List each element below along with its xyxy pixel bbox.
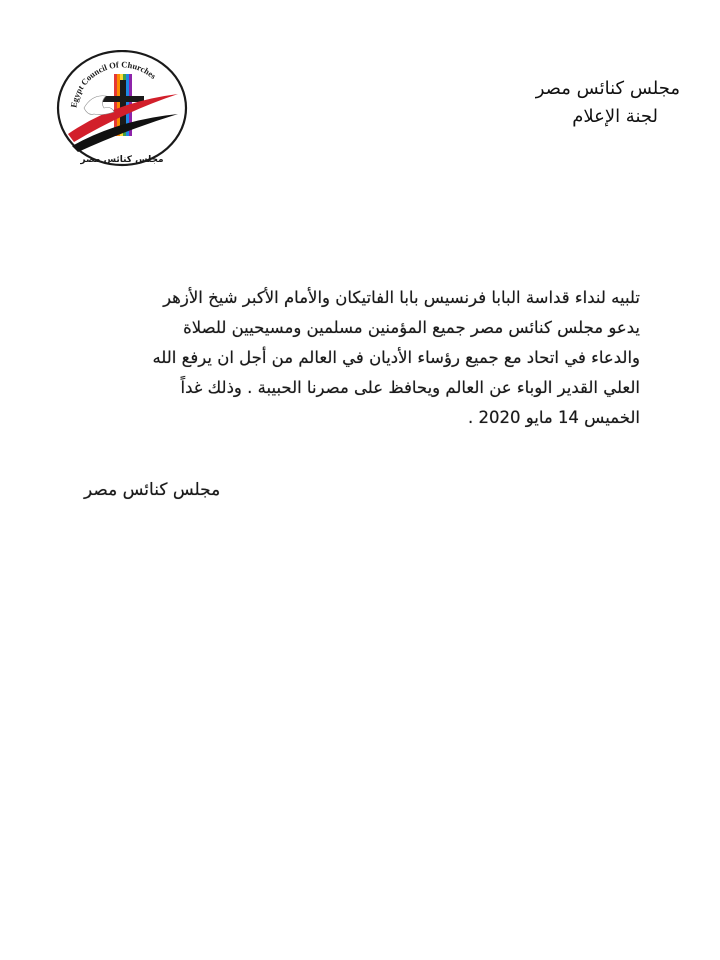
statement-line: تلبيه لنداء قداسة البابا فرنسيس بابا الفاتيكان والأمام الأكبر شيخ الأزهر [163,288,640,307]
statement-line: الخميس 14 مايو 2020 . [467,408,640,427]
signature: مجلس كنائس مصر [84,480,221,500]
logo-text-top: Egypt Council Of Churches [68,59,159,109]
logo-text-bottom: مجلس كنائس مصر [80,155,164,165]
council-logo [54,50,190,172]
organization-header [420,75,680,131]
statement-line: يدعو مجلس كنائس مصر جميع المؤمنين مسلمين ومسيحيين للصلاة [183,318,640,337]
committee-name: لجنة الإعلام [572,106,658,127]
statement-body [80,283,640,433]
statement-line: والدعاء في اتحاد مع جميع رؤساء الأديان في العالم من أجل ان يرفع الله [152,348,640,367]
council-logo-emblem [54,50,190,172]
statement-line: العلي القدير الوباء عن العالم ويحافظ على مصرنا الحبيبة . وذلك غداً [180,378,640,397]
organization-name: مجلس كنائس مصر [535,78,680,99]
